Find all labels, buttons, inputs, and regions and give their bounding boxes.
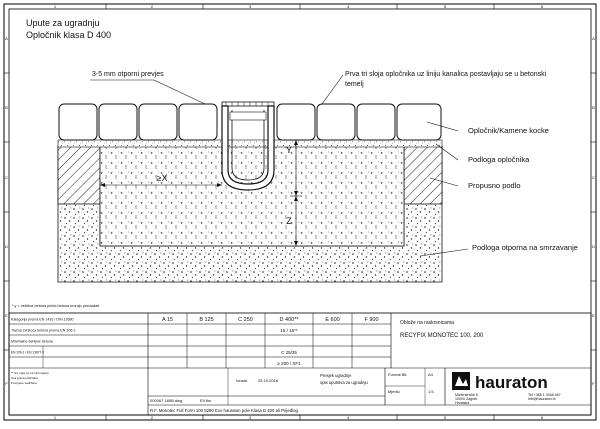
paving-stones [59, 104, 441, 140]
contact-line-2: info@hauraton.hr [528, 397, 556, 401]
description-line-1: Presjek ugradnje [320, 373, 352, 378]
paving-bedding [58, 140, 442, 147]
d400-concrete: C 25/35 [281, 350, 297, 355]
callout-first-rows-text-1: Prva tri sloja opločnika uz liniju kanalica postavljaju se u betonski [345, 71, 547, 78]
callout-permeable-text: Propusno podlo [468, 181, 521, 190]
callout-bedding-layer [90, 71, 205, 104]
paving-stone [397, 104, 441, 140]
column-label: 3 [248, 415, 252, 420]
footnote: * y = veličina betona ploha betona moraju prevladati [12, 304, 100, 308]
drawing-number: 000067 185B.dwg [150, 398, 183, 403]
column-label: 4 [346, 415, 350, 420]
address-line-2: 10000 Zagreb [455, 397, 478, 401]
callout-paving [427, 122, 549, 135]
date-label: Izrada [236, 378, 248, 383]
callout-bedding-text: 3-5 mm otporni prevjes [92, 71, 164, 78]
paving-stone [139, 104, 177, 140]
row-label: B [592, 105, 595, 110]
cross-section [58, 71, 578, 282]
callout-first-rows [322, 71, 547, 104]
contact-line-1: Tel +385 1 3348 467 [528, 393, 561, 397]
row-label: B [5, 105, 8, 110]
channel-grate [222, 102, 274, 106]
dimension-z-label: Z [286, 216, 292, 226]
paving-stone [317, 104, 355, 140]
revision: E9 fkn [200, 398, 212, 403]
note-2: Sva prava pridržana [11, 376, 38, 380]
callout-frost [420, 243, 578, 256]
permeable-subbase-right [404, 146, 442, 204]
paving-stone [357, 104, 395, 140]
callout-paving-base [436, 144, 530, 164]
channel-lip [230, 112, 266, 120]
row-label: F [592, 381, 595, 386]
address-line-1: Mizlerstraße 5 [455, 393, 478, 397]
paving-stone [277, 104, 315, 140]
row-label: A [592, 36, 595, 41]
row-label: D [5, 244, 8, 249]
row-label-norm: EN 206-1 / EN 13877-2 [11, 350, 45, 355]
format-label: Format Blt [388, 372, 407, 377]
column-label: 4 [346, 4, 350, 9]
callout-paving-base-text: Podloga opločnika [468, 155, 530, 164]
row-label: D [592, 244, 595, 249]
column-label: 2 [150, 4, 154, 9]
column-label: 1 [53, 415, 57, 420]
format-value: A4 [428, 372, 433, 377]
note-1: ** Svi opisi su za informaciju [11, 371, 49, 375]
callout-frost-text: Podloga otporna na smrzavanje [472, 243, 578, 252]
permeable-subbase-left [58, 146, 100, 204]
row-label: E [5, 313, 8, 318]
callout-first-rows-text-2: temelj [345, 81, 364, 88]
class-e600: E 600 [325, 317, 340, 323]
callout-paving-text: Opločnik/Kamene kocke [468, 126, 549, 135]
paving-stone [99, 104, 137, 140]
dimension-x-label: ≥X [156, 173, 168, 183]
column-label: 5 [443, 4, 447, 9]
scale-value: 1:5 [428, 389, 434, 394]
concrete-foundation [100, 146, 404, 246]
column-label: 6 [540, 415, 544, 420]
paving-stone [179, 104, 217, 140]
row-label-category: Kategorija prema EN 1433 / DIN 19580 [11, 317, 74, 322]
column-label: 6 [540, 4, 544, 9]
class-a15: A 15 [161, 317, 174, 323]
date-value: 25.10.2018 [258, 378, 279, 383]
column-label: 1 [53, 4, 57, 9]
row-label: C [592, 175, 595, 180]
hauraton-logo [452, 372, 548, 392]
d400-frost: ≥ 200 / XF1 [277, 361, 301, 366]
project-label: Oblože na raskrsnicama [400, 320, 454, 326]
spec-table [9, 313, 591, 415]
full-title: R.F. Monotec Full Form 100 5280 Evo hauraton pole Klasa D 400 ali Prijedlog [150, 408, 298, 413]
address-line-3: Hrvatska [455, 401, 470, 405]
class-b125: B 125 [199, 317, 214, 323]
column-label: 2 [150, 415, 154, 420]
row-label-strength: Tlačna čvrstoća betona prema EN 206-1 [11, 328, 76, 333]
drawing-title: Upute za ugradnju [26, 18, 100, 28]
note-3: Promjene zadržane [11, 381, 38, 385]
row-label-thickness: Minimalne debljine betona [11, 339, 53, 344]
scale-label: Mjerilo [388, 389, 400, 394]
dimension-y-label: Y [285, 145, 293, 155]
d400-thickness: 15 / 15** [280, 328, 298, 333]
company-name: hauraton [475, 373, 548, 392]
row-label: F [5, 381, 8, 386]
row-label: E [592, 313, 595, 318]
product-name: RECYFIX MONOTEC 100, 200 [400, 333, 484, 339]
class-d400: D 400** [279, 317, 299, 323]
drawing-subtitle: Opločnik klasa D 400 [26, 30, 112, 40]
class-c250: C 250 [238, 317, 253, 323]
column-label: 5 [443, 415, 447, 420]
callout-permeable [430, 178, 521, 190]
description-line-2: opis uputstva za ugradnju [320, 380, 368, 385]
paving-stone [59, 104, 97, 140]
row-label: C [5, 175, 8, 180]
row-label: A [5, 36, 8, 41]
class-f900: F 900 [364, 317, 379, 323]
column-label: 3 [248, 4, 252, 9]
